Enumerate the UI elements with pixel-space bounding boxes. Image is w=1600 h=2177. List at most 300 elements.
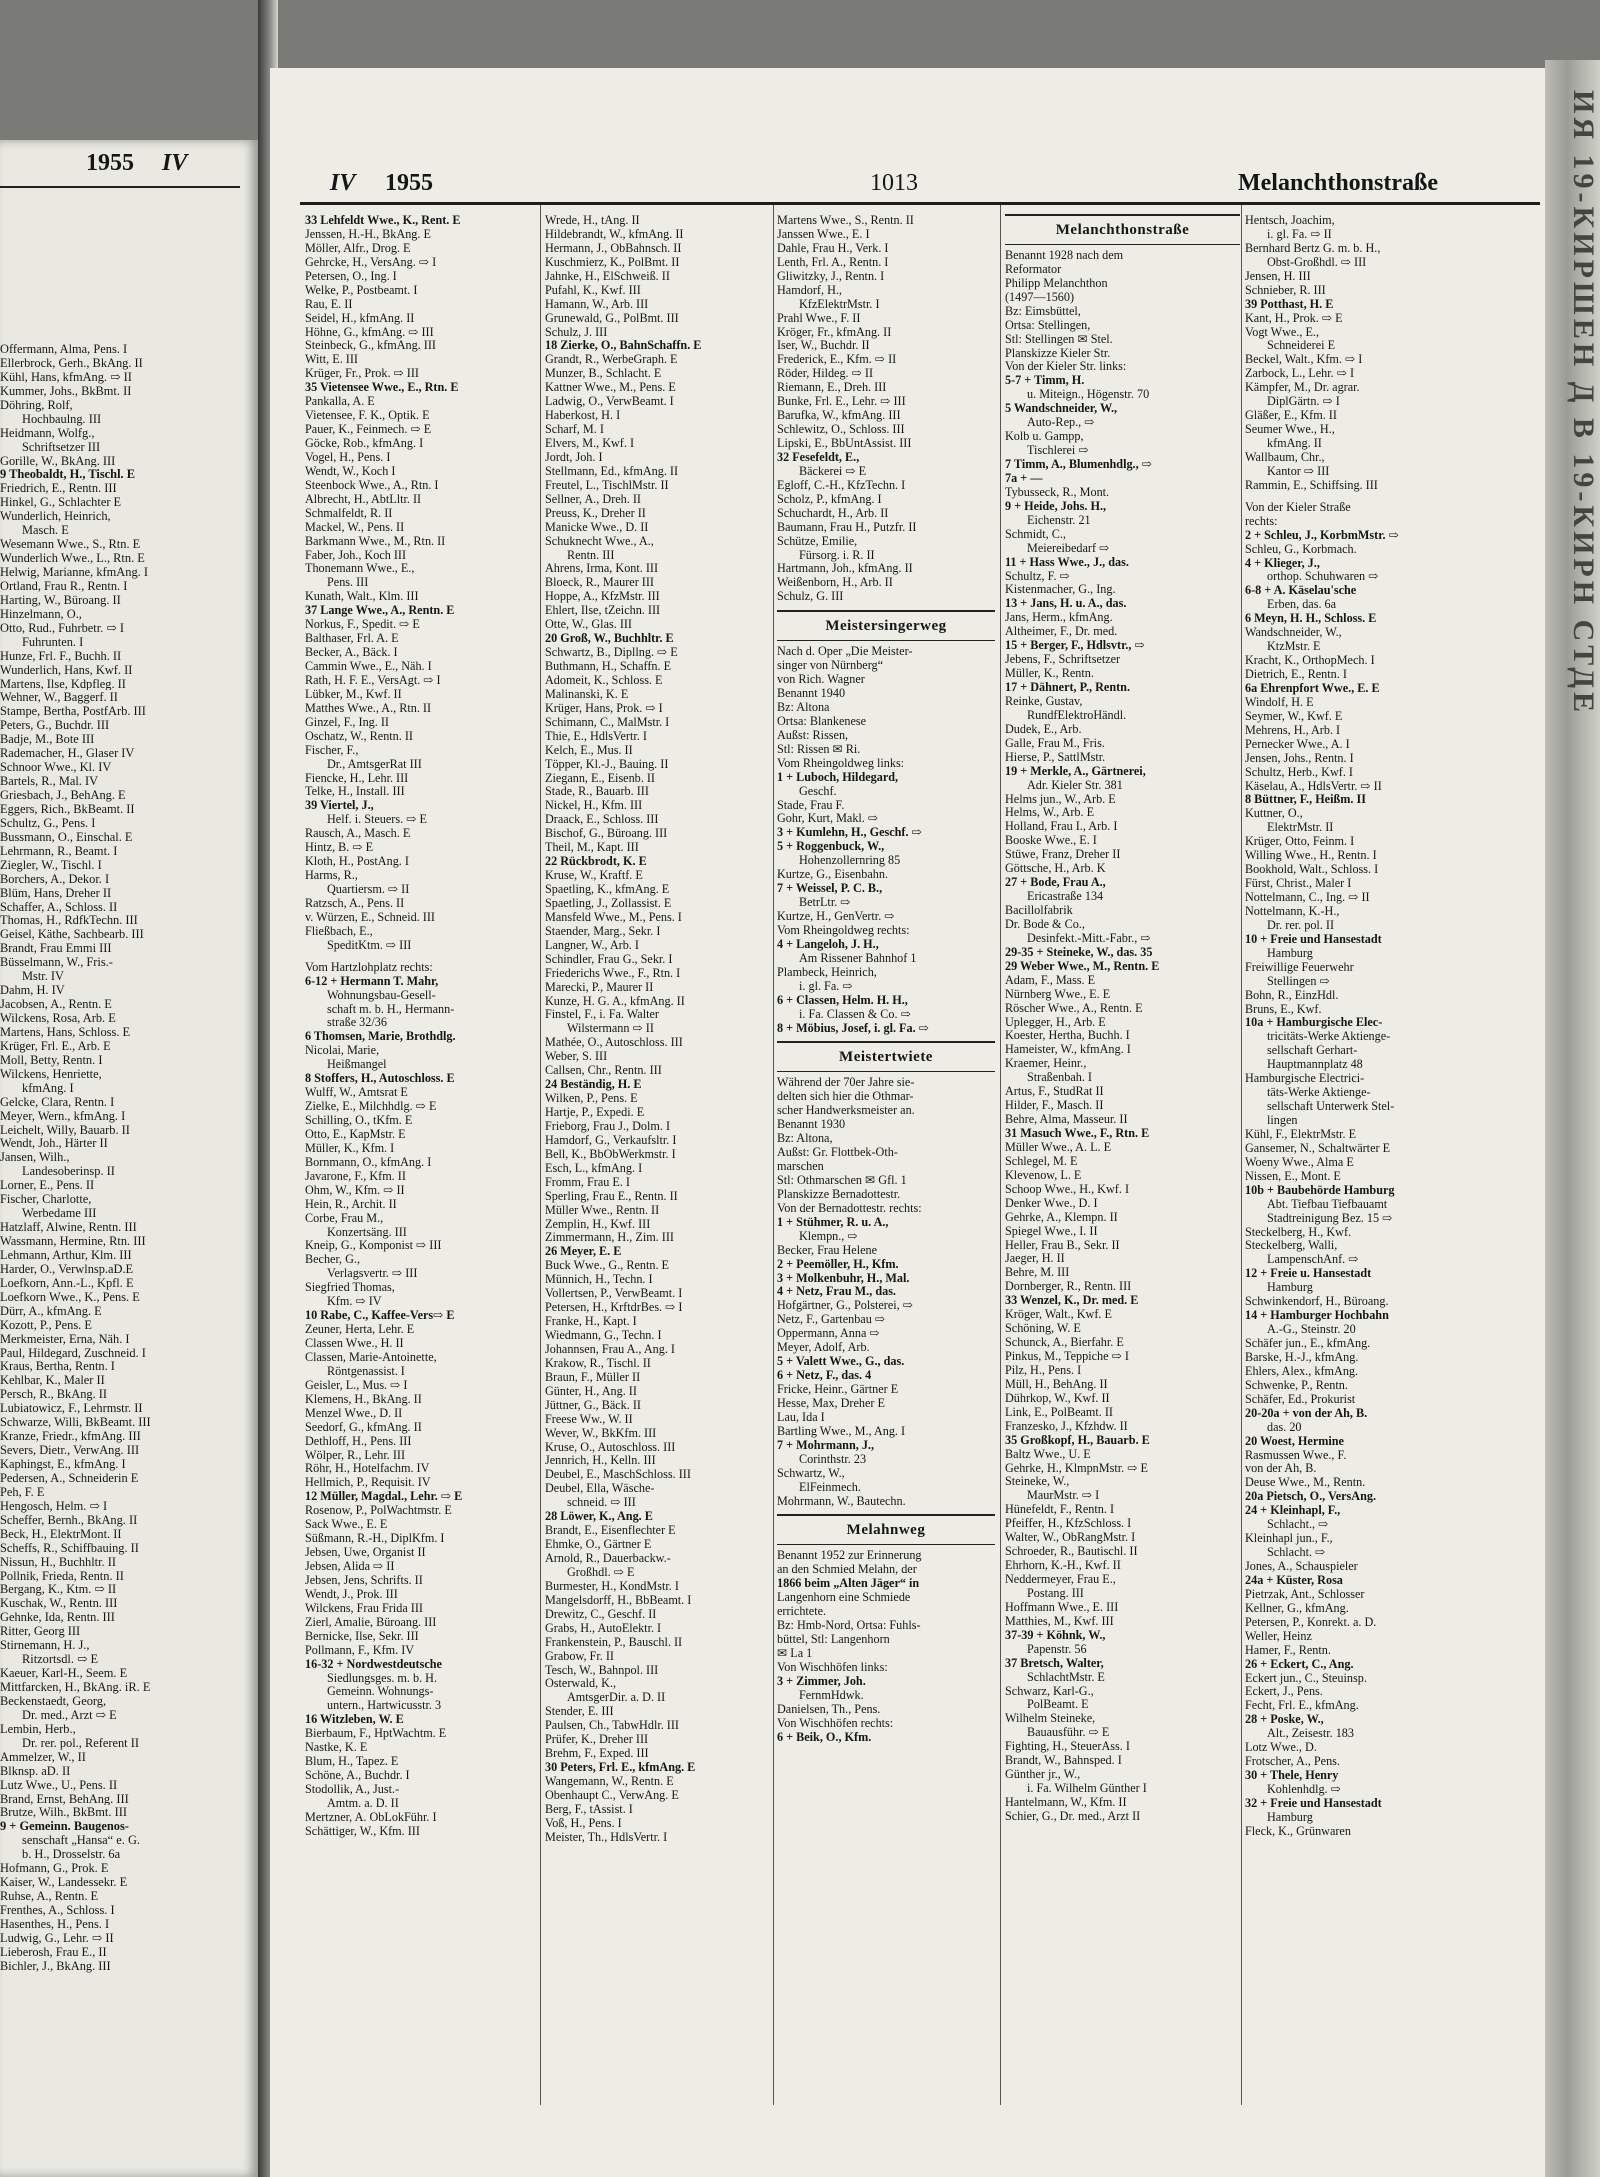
directory-entry: Koester, Hertha, Buchh. I [1005, 1029, 1130, 1043]
directory-entry: Pens. III [327, 576, 369, 590]
directory-column-1 [305, 214, 535, 2114]
directory-entry: Becker, Frau Helene [777, 1243, 878, 1257]
directory-entry: Schaffer, A., Schloss. II [0, 899, 118, 914]
directory-entry: Staender, Marg., Sekr. I [545, 924, 661, 938]
directory-entry: Fuhrunten. I [22, 634, 84, 649]
directory-entry: schaft m. b. H., Hermann- [327, 1002, 455, 1016]
directory-entry: Döhring, Rolf, [0, 397, 73, 412]
directory-entry: Lehmann, Arthur, Klm. III [0, 1247, 132, 1262]
directory-entry: 6 + Classen, Helm. H. H., [777, 993, 908, 1007]
directory-entry: Fleck, K., Grünwaren [1245, 1824, 1351, 1838]
directory-entry: Egloff, C.-H., KfzTechn. I [777, 478, 906, 492]
directory-column-4 [1005, 214, 1240, 2114]
directory-entry: Stl: Stellingen ✉ Stel. [1005, 332, 1113, 346]
directory-entry: Rammin, E., Schiffsing. III [1245, 478, 1378, 492]
directory-entry: Benannt 1930 [777, 1118, 846, 1132]
directory-entry: Becker, A., Bäck. I [305, 646, 398, 660]
directory-entry: Fischer, Charlotte, [0, 1192, 92, 1207]
directory-entry: Gehrke, H., KlmpnMstr. ⇨ E [1005, 1461, 1148, 1475]
directory-entry: Mstr. IV [22, 969, 64, 984]
directory-entry: DiplGärtn. ⇨ I [1267, 395, 1340, 409]
directory-entry: 9 + Gemeinn. Baugenos- [0, 1819, 129, 1834]
directory-entry: Wilckens, Frau Frida III [305, 1601, 423, 1615]
directory-entry: Wesemann Wwe., S., Rtn. E [0, 537, 141, 552]
directory-entry: Bernhard Bertz G. m. b. H., [1245, 241, 1381, 255]
directory-entry: Lotz Wwe., D. [1245, 1741, 1317, 1755]
directory-entry: Ohm, W., Kfm. ⇨ II [305, 1183, 405, 1197]
directory-entry: Jüttner, G., Bäck. II [545, 1398, 641, 1412]
directory-entry: Grandt, R., WerbeGraph. E [545, 353, 678, 367]
directory-entry: singer von Nürnberg“ [777, 659, 884, 673]
directory-entry: Classen, Marie-Antoinette, [305, 1350, 437, 1364]
directory-entry: Baltz Wwe., U. E [1005, 1447, 1091, 1461]
directory-entry: Schöne, A., Buchdr. I [305, 1769, 410, 1783]
directory-entry: Blknsp. aD. II [0, 1763, 71, 1778]
directory-entry: Rausch, A., Masch. E [305, 827, 411, 841]
directory-entry: Hierse, P., SattlMstr. [1005, 750, 1106, 764]
directory-entry: Obenhaupt C., VerwAng. E [545, 1788, 679, 1802]
directory-entry: täts-Werke Aktienge- [1267, 1086, 1371, 1100]
directory-entry: Hameister, W., kfmAng. I [1005, 1043, 1131, 1057]
directory-entry: Siegfried Thomas, [305, 1281, 395, 1295]
directory-entry: Woeny Wwe., Alma E [1245, 1155, 1354, 1169]
directory-entry: Scheffs, R., Schiffbauing. II [0, 1540, 139, 1555]
directory-entry: 20 Groß, W., Buchhltr. E [545, 632, 674, 646]
directory-entry: Hamburg [1267, 946, 1313, 960]
directory-entry: PolBeamt. E [1027, 1698, 1089, 1712]
directory-entry: Steckelberg, H., Kwf. [1245, 1225, 1352, 1239]
directory-entry: Marecki, P., Maurer II [545, 980, 654, 994]
directory-entry: 32 Fesefeldt, E., [777, 450, 860, 464]
directory-entry: Kant, H., Prok. ⇨ E [1245, 311, 1343, 325]
directory-entry: Stadtreinigung Bez. 15 ⇨ [1267, 1211, 1393, 1225]
directory-entry: Mathée, O., Autoschloss. III [545, 1036, 683, 1050]
directory-entry: 1866 beim „Alten Jäger“ in [777, 1577, 920, 1591]
directory-entry: Scharf, M. I [545, 423, 604, 437]
directory-entry: Sellner, A., Dreh. II [545, 492, 641, 506]
directory-entry: Schunck, A., Bierfahr. E [1005, 1336, 1124, 1350]
directory-entry: Lembin, Herb., [0, 1721, 76, 1736]
directory-entry: Gemeinn. Wohnungs- [327, 1685, 434, 1699]
directory-entry: Während der 70er Jahre sie- [777, 1076, 915, 1090]
directory-entry: Schroeder, R., Bautischl. II [1005, 1545, 1138, 1559]
directory-entry: Gansemer, N., Schaltwärter E [1245, 1141, 1391, 1155]
directory-entry: Weißenborn, H., Arb. II [777, 576, 893, 590]
directory-entry: ElFeinmech. [799, 1480, 861, 1494]
directory-entry: Zarbock, L., Lehr. ⇨ I [1245, 367, 1355, 381]
directory-entry: Corbe, Frau M., [305, 1211, 384, 1225]
directory-entry: Rademacher, H., Glaser IV [0, 746, 135, 761]
directory-entry: Plambeck, Heinrich, [777, 965, 877, 979]
directory-entry: Borchers, A., Dekor. I [0, 871, 110, 886]
directory-entry: Classen Wwe., H. II [305, 1337, 404, 1350]
directory-entry: Kfm. ⇨ IV [327, 1295, 382, 1309]
directory-entry: Fischer, F., [305, 743, 359, 757]
directory-entry: 1 + Stühmer, R. u. A., [777, 1215, 889, 1229]
directory-entry: Ortland, Frau R., Rentn. I [0, 578, 128, 593]
directory-entry: 8 Büttner, F., Heißm. II [1245, 793, 1366, 807]
directory-entry: Gehrcke, H., VersAng. ⇨ I [305, 255, 437, 269]
directory-entry: RundfElektroHändl. [1027, 708, 1127, 722]
directory-entry: Otto, Rud., Fuhrbetr. ⇨ I [0, 620, 124, 635]
directory-entry: Balthaser, Frl. A. E [305, 632, 399, 646]
directory-entry: Ehrhorn, K.-H., Kwf. II [1005, 1559, 1121, 1573]
directory-entry: Eggers, Rich., BkBeamt. II [0, 801, 135, 816]
directory-entry: Wohnungsbau-Gesell- [327, 988, 436, 1002]
directory-entry: Scheffer, Bernh., BkAng. II [0, 1512, 138, 1527]
directory-entry: Wilhelm Steineke, [1005, 1712, 1096, 1726]
directory-entry: Dietrich, E., Rentn. I [1245, 668, 1347, 681]
directory-entry: Rentn. III [567, 548, 615, 562]
directory-entry: Langner, W., Arb. I [545, 938, 639, 952]
directory-entry: Manicke Wwe., D. II [545, 520, 649, 534]
directory-entry: Harting, W., Büroang. II [0, 592, 121, 607]
directory-entry: Planskizze Kieler Str. [1005, 346, 1111, 360]
directory-entry: 20 Woest, Hermine [1245, 1434, 1344, 1448]
directory-entry: Hamdorf, G., Verkaufsltr. I [545, 1133, 677, 1147]
directory-entry: Paul, Hildegard, Zuschneid. I [0, 1345, 146, 1360]
directory-entry: Hamburgische Electrici- [1245, 1072, 1365, 1086]
directory-entry: Adr. Kieler Str. 381 [1027, 778, 1123, 792]
directory-entry: Nastke, K. E [305, 1741, 368, 1755]
directory-entry: Hentsch, Joachim, [1245, 214, 1335, 227]
directory-entry: Wehner, W., Baggerf. II [0, 690, 118, 705]
directory-entry: Vom Rheingoldweg links: [777, 756, 905, 770]
directory-entry: Kleinhapl jun., F., [1245, 1532, 1333, 1546]
directory-entry: Freutel, L., TischlMstr. II [545, 478, 669, 492]
directory-entry: Pankalla, A. E [305, 395, 375, 409]
directory-entry: 6-8 + A. Käselau'sche [1245, 584, 1357, 598]
directory-entry: Bz: Hmb-Nord, Ortsa: Fuhls- [777, 1619, 921, 1633]
directory-entry: Schnoor Wwe., Kl. IV [0, 760, 112, 775]
directory-entry: Stellingen ⇨ [1267, 974, 1330, 988]
directory-entry: Steinbeck, G., kfmAng. III [305, 339, 436, 353]
directory-entry: Hochbaulng. III [22, 411, 102, 426]
directory-entry: Esch, L., kfmAng. I [545, 1161, 643, 1175]
directory-entry: KtzMstr. E [1267, 640, 1321, 654]
directory-entry: rechts: [1245, 514, 1278, 528]
directory-entry: Tischlerei ⇨ [1027, 444, 1089, 458]
directory-entry: Töpper, Kl.-J., Bauing. II [545, 757, 669, 771]
directory-entry: Ortsa: Stellingen, [1005, 318, 1091, 332]
directory-entry: an den Schmied Melahn, der [777, 1563, 917, 1577]
page-number: 1013 [870, 170, 918, 196]
directory-entry: Faber, Joh., Koch III [305, 548, 407, 562]
directory-entry: von der Ah, B. [1245, 1462, 1317, 1476]
directory-entry: Schättiger, W., Kfm. III [305, 1824, 420, 1838]
directory-entry: i. Fa. Classen & Co. ⇨ [799, 1007, 911, 1021]
directory-entry: Von der Kieler Str. links: [1005, 360, 1127, 374]
directory-entry: b. H., Drosselstr. 6a [22, 1847, 121, 1862]
directory-entry: Käselau, A., HdlsVertr. ⇨ II [1245, 779, 1382, 793]
directory-entry: Schöning, W. E [1005, 1322, 1081, 1336]
directory-entry: Röntgenassist. I [327, 1364, 405, 1378]
directory-entry: Schlacht., ⇨ [1267, 1518, 1329, 1532]
directory-entry: Schultz, F. ⇨ [1005, 569, 1070, 583]
directory-entry: Munzer, B., Schlacht. E [545, 367, 662, 381]
directory-entry: Pollnik, Frieda, Rentn. II [0, 1568, 124, 1583]
directory-entry: Nicolai, Marie, [305, 1044, 380, 1058]
directory-entry: Booske Wwe., E. I [1005, 834, 1097, 848]
directory-entry: 20a Pietsch, O., VersAng. [1245, 1490, 1377, 1504]
directory-entry: Kaeuer, Karl-H., Seem. E [0, 1666, 128, 1680]
directory-entry: Bergang, K., Ktm. ⇨ II [0, 1582, 117, 1597]
directory-entry: Klempn., ⇨ [799, 1229, 858, 1243]
directory-entry: Am Rissener Bahnhof 1 [799, 951, 917, 965]
directory-entry: Dudek, E., Arb. [1005, 722, 1082, 736]
directory-entry: Langenhorn eine Schmiede [777, 1591, 911, 1605]
directory-entry: Tybusseck, R., Mont. [1005, 485, 1110, 499]
directory-entry: Kracht, K., OrthopMech. I [1245, 654, 1375, 668]
directory-entry: Scholz, P., kfmAng. I [777, 492, 882, 506]
directory-entry: Nissen, E., Mont. E [1245, 1169, 1341, 1183]
directory-entry: Hamer, F., Rentn. [1245, 1643, 1331, 1657]
directory-entry: 11 + Hass Wwe., J., das. [1005, 555, 1129, 569]
directory-entry: Klevenow, L. E [1005, 1168, 1082, 1182]
directory-entry: 17 + Dähnert, P., Rentn. [1005, 681, 1130, 695]
directory-entry: Pufahl, K., Kwf. III [545, 283, 641, 297]
directory-entry: Freiwillige Feuerwehr [1245, 960, 1354, 974]
directory-entry: Stirnemann, H. J., [0, 1638, 90, 1653]
directory-entry: Kohlenhdlg. ⇨ [1267, 1783, 1341, 1796]
directory-entry: Ritter, Georg III [0, 1624, 81, 1639]
directory-entry: Ziegler, W., Tischl. I [0, 857, 102, 872]
directory-entry: Mertzner, A. ObLokFühr. I [305, 1810, 437, 1824]
directory-entry: Cammin Wwe., E., Näh. I [305, 660, 432, 673]
directory-entry: Lau, Ida I [777, 1410, 825, 1424]
directory-entry: kfmAng. II [1267, 437, 1322, 450]
directory-entry: Eichenstr. 21 [1027, 513, 1091, 527]
directory-entry: Berg, F., tAssist. I [545, 1802, 633, 1816]
directory-entry: Buthmann, H., Schaffn. E [545, 660, 672, 673]
directory-entry: 6 + Netz, F., das. 4 [777, 1369, 872, 1383]
directory-entry: 33 Lehfeldt Wwe., K., Rent. E [305, 214, 461, 227]
directory-entry: Kehlbar, K., Maler II [0, 1373, 105, 1388]
directory-entry: Vom Rheingoldweg rechts: [777, 923, 910, 937]
directory-entry: Alt., Zeisestr. 183 [1267, 1727, 1354, 1741]
directory-entry: Meiereibedarf ⇨ [1027, 541, 1110, 555]
directory-entry: 6 + Beik, O., Kfm. [777, 1730, 872, 1744]
directory-entry: Dr. rer. pol., Referent II [22, 1735, 139, 1750]
directory-entry: Behre, Alma, Masseur. II [1005, 1113, 1128, 1127]
directory-entry: orthop. Schuhwaren ⇨ [1267, 570, 1379, 584]
directory-entry: Artus, F., StudRat II [1005, 1085, 1104, 1099]
directory-entry: Fiencke, H., Lehr. III [305, 771, 409, 785]
directory-entry: Vogt Wwe., E., [1245, 325, 1320, 339]
directory-entry: Netz, F., Gartenbau ⇨ [777, 1313, 886, 1327]
directory-entry: Kolb u. Gampp, [1005, 430, 1084, 444]
directory-entry: Lübker, M., Kwf. II [305, 687, 402, 701]
directory-entry: Zeuner, Herta, Lehr. E [305, 1323, 415, 1337]
directory-entry: Schmalfeldt, R. II [305, 506, 393, 520]
directory-entry: Grunewald, G., PolBmt. III [545, 311, 679, 325]
directory-entry: Thie, E., HdlsVertr. I [545, 729, 647, 743]
directory-entry: Schwarz, Karl-G., [1005, 1684, 1094, 1698]
directory-entry: Zimmermann, H., Zim. III [545, 1231, 674, 1245]
directory-entry: Barkmann Wwe., M., Rtn. II [305, 534, 446, 548]
directory-entry: Hofmann, G., Prok. E [0, 1861, 109, 1876]
directory-entry: Pollmann, F., Kfm. IV [305, 1643, 415, 1657]
directory-entry: Mohrmann, W., Bautechn. [777, 1494, 906, 1508]
directory-entry: Corinthstr. 23 [799, 1452, 867, 1466]
directory-entry: Bauausführ. ⇨ E [1027, 1726, 1110, 1740]
directory-entry: Hellmich, P., Requisit. IV [305, 1476, 431, 1490]
directory-entry: Wendt, J., Prok. III [305, 1587, 398, 1601]
directory-entry: MaurMstr. ⇨ I [1027, 1489, 1100, 1503]
directory-entry: Jebsen, Uwe, Organist II [305, 1546, 426, 1560]
directory-entry: Heller, Frau B., Sekr. II [1005, 1238, 1120, 1252]
directory-entry: Nach d. Oper „Die Meister- [777, 645, 913, 659]
directory-entry: Offermann, Alma, Pens. I [0, 342, 128, 356]
directory-entry: Desinfekt.-Mitt.-Fabr., ⇨ [1027, 931, 1151, 945]
directory-entry: Ludwig, G., Lehr. ⇨ II [0, 1930, 114, 1945]
directory-entry: Schneiderei E [1267, 339, 1336, 353]
directory-entry: Bruns, E., Kwf. [1245, 1002, 1322, 1016]
directory-entry: Rath, H. F. E., VersAgt. ⇨ I [305, 673, 441, 687]
directory-entry: Burmester, H., KondMstr. I [545, 1579, 679, 1593]
directory-entry: 8 Stoffers, H., Autoschloss. E [305, 1072, 455, 1086]
directory-entry: Otto, E., KapMstr. E [305, 1127, 406, 1141]
directory-entry: Buck Wwe., G., Rentn. E [545, 1259, 669, 1273]
directory-entry: Werbedame III [22, 1206, 97, 1221]
directory-entry: 3 + Kumlehn, H., Geschf. ⇨ [777, 826, 922, 840]
directory-entry: Zierl, Amalie, Büroang. III [305, 1615, 437, 1629]
directory-entry: Gläßer, E., Kfm. II [1245, 409, 1337, 423]
directory-entry: Mackel, W., Pens. II [305, 520, 405, 534]
directory-entry: 16-32 + Nordwestdeutsche [305, 1657, 442, 1671]
directory-entry: Paulsen, Ch., TabwHdlr. III [545, 1719, 679, 1733]
directory-entry: Hartmann, Joh., kfmAng. II [777, 562, 913, 576]
directory-entry: 5-7 + Timm, H. [1005, 374, 1085, 388]
directory-entry: 24 Beständig, H. E [545, 1078, 642, 1092]
directory-entry: 4 + Klieger, J., [1245, 556, 1320, 570]
directory-entry: Merkmeister, Erna, Näh. I [0, 1331, 130, 1346]
left-page-rule [0, 186, 240, 188]
directory-entry: Erben, das. 6a [1267, 598, 1337, 612]
directory-entry: Abt. Tiefbau Tiefbauamt [1267, 1197, 1388, 1211]
directory-entry: senschaft „Hansa“ e. G. [22, 1833, 141, 1848]
directory-entry: Becher, G., [305, 1253, 361, 1267]
directory-entry: Wölper, R., Lehr. III [305, 1448, 406, 1462]
directory-entry: Kaphingst, E., kfmAng. I [0, 1457, 126, 1471]
directory-entry: i. gl. Fa. ⇨ [799, 979, 853, 993]
directory-entry: Jebens, F., Schriftsetzer [1005, 653, 1121, 667]
directory-entry: Fecht, Frl. E., kfmAng. [1245, 1699, 1359, 1713]
directory-entry: Prahl Wwe., F. II [777, 311, 861, 325]
directory-entry: 37 Bretsch, Walter, [1005, 1656, 1104, 1670]
directory-entry: Schuchardt, H., Arb. II [777, 506, 889, 520]
directory-entry: Hamburg [1267, 1810, 1313, 1824]
directory-entry: Pedersen, A., Schneiderin E [0, 1470, 139, 1485]
directory-entry: Göcke, Rob., kfmAng. I [305, 437, 424, 450]
directory-entry: 12 + Freie u. Hansestadt [1245, 1267, 1372, 1281]
directory-entry: Friedrich, E., Rentn. III [0, 481, 117, 496]
directory-entry: Norkus, F., Spedit. ⇨ E [305, 618, 420, 632]
directory-entry: Bz: Altona [777, 700, 830, 714]
directory-entry: Javarone, F., Kfm. II [305, 1169, 406, 1183]
directory-entry: i. gl. Fa. ⇨ II [1267, 227, 1332, 241]
directory-entry: Elvers, M., Kwf. I [545, 437, 635, 450]
left-page-volume: IV [162, 150, 188, 176]
directory-entry: Kröger, Fr., kfmAng. II [777, 325, 892, 339]
directory-entry: Kuttner, O., [1245, 807, 1303, 821]
directory-entry: 31 Masuch Wwe., F., Rtn. E [1005, 1127, 1150, 1141]
directory-entry: Heißmangel [327, 1058, 387, 1072]
street-heading: Meistersingerweg [777, 610, 995, 641]
directory-entry: 7 Timm, A., Blumenhdlg., ⇨ [1005, 458, 1152, 472]
directory-entry: Sperling, Frau E., Rentn. II [545, 1189, 678, 1203]
directory-entry: Blum, H., Tapez. E [305, 1755, 399, 1769]
directory-entry: Außst: Rissen, [777, 728, 849, 742]
directory-entry: Ritzortsdl. ⇨ E [22, 1652, 99, 1667]
directory-entry: straße 32/36 [327, 1016, 387, 1030]
directory-entry: 26 + Eckert, C., Ang. [1245, 1657, 1354, 1671]
directory-entry: Voß, H., Pens. I [545, 1816, 622, 1830]
directory-entry: Helf. i. Steuers. ⇨ E [327, 813, 427, 827]
directory-entry: Johannsen, Frau A., Ang. I [545, 1342, 675, 1356]
directory-entry: Bierbaum, F., HptWachtm. E [305, 1727, 447, 1741]
directory-entry: Iser, W., Buchdr. II [777, 339, 870, 353]
directory-entry: Dr. Bode & Co., [1005, 917, 1085, 931]
directory-entry: Peters, G., Buchdr. III [0, 718, 110, 733]
directory-entry: 10 Rabe, C., Kaffee-Vers⇨ E [305, 1309, 455, 1323]
directory-entry: Finstel, F., i. Fa. Walter [545, 1008, 659, 1022]
directory-entry: Barufka, W., kfmAng. III [777, 409, 901, 423]
directory-entry: Malinanski, K. E [545, 687, 629, 701]
directory-entry: Schultz, Herb., Kwf. I [1245, 765, 1353, 779]
directory-entry: Wangemann, W., Rentn. E [545, 1775, 674, 1788]
column-divider [1241, 205, 1242, 2105]
directory-entry: Kantor ⇨ III [1267, 464, 1330, 478]
directory-entry: Schnieber, R. III [1245, 283, 1326, 297]
directory-entry: Brandt, E., Eisenflechter E [545, 1524, 676, 1538]
directory-entry: KfzElektrMstr. I [799, 297, 880, 311]
directory-entry: Gorille, W., BkAng. III [0, 453, 116, 468]
directory-entry: kfmAng. I [22, 1080, 74, 1095]
directory-entry: Möller, Alfr., Drog. E [305, 241, 411, 255]
directory-entry: Oschatz, W., Rentn. II [305, 729, 413, 743]
directory-entry: 15 + Berger, F., Hdlsvtr., ⇨ [1005, 639, 1145, 653]
directory-entry: Leichelt, Willy, Bauarb. II [0, 1122, 130, 1137]
directory-entry: 7a + — [1005, 471, 1043, 485]
directory-entry: Osterwald, K., [545, 1677, 617, 1691]
directory-entry: Bartling Wwe., M., Ang. I [777, 1424, 906, 1438]
directory-entry: Petersen, P., Konrekt. a. D. [1245, 1615, 1377, 1629]
directory-entry: Lipski, E., BbUntAssist. III [777, 437, 912, 450]
directory-entry: AmtsgerDir. a. D. II [567, 1691, 666, 1705]
directory-entry: Bernicke, Ilse, Sekr. III [305, 1629, 419, 1643]
directory-entry: Krüger, Hans, Prok. ⇨ I [545, 701, 663, 715]
left-page [0, 140, 258, 2177]
directory-entry: Windolf, H. E [1245, 695, 1314, 709]
directory-entry: Helms, W., Arb. E [1005, 806, 1095, 820]
directory-entry: Bookhold, Walt., Schloss. I [1245, 863, 1379, 877]
directory-entry: 33 Wenzel, K., Dr. med. E [1005, 1294, 1139, 1308]
directory-entry: Hintz, B. ⇨ E [305, 841, 374, 855]
directory-entry: Kraus, Bertha, Rentn. I [0, 1359, 115, 1374]
directory-entry: Helms jun., W., Arb. E [1005, 792, 1116, 806]
directory-entry: SchlachtMstr. E [1027, 1670, 1105, 1684]
street-heading: Meistertwiete [777, 1041, 995, 1072]
column-divider [1000, 205, 1001, 2105]
directory-entry: Müller Wwe., Rentn. II [545, 1203, 660, 1217]
directory-entry: Hamburg [1267, 1281, 1313, 1295]
directory-entry: 7 + Mohrmann, J., [777, 1438, 875, 1452]
directory-entry: 30 + Thele, Henry [1245, 1769, 1339, 1783]
directory-entry: Hinkel, G., Schlachter E [0, 495, 122, 510]
directory-entry: Bz: Eimsbüttel, [1005, 304, 1081, 318]
directory-entry: Petersen, H., KrftdrBes. ⇨ I [545, 1301, 683, 1315]
